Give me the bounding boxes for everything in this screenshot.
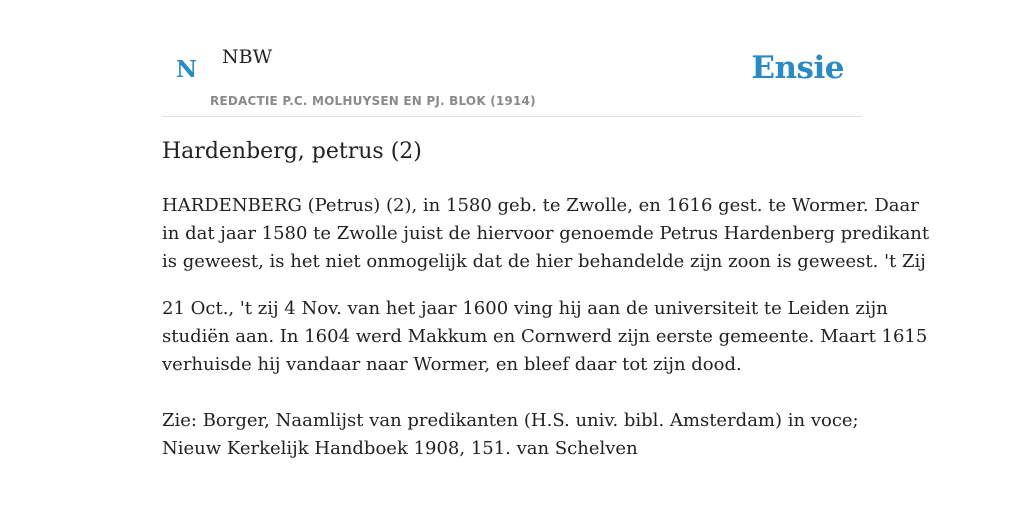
- reference-line: Zie: Borger, Naamlijst van predikanten (H.S. univ. bibl. Amsterdam) in voce;: [162, 410, 859, 431]
- paragraph-line: studiën aan. In 1604 werd Makkum en Cornwerd zijn eerste gemeente. Maart 1615: [162, 326, 928, 347]
- source-logo[interactable]: N: [176, 56, 198, 83]
- paragraph-line: in dat jaar 1580 te Zwolle juist de hiervoor genoemde Petrus Hardenberg predikant: [162, 223, 930, 244]
- article-title: Hardenberg, petrus (2): [162, 139, 422, 164]
- article-paragraph: [162, 295, 928, 379]
- reference-line: Nieuw Kerkelijk Handboek 1908, 151. van Schelven: [162, 438, 638, 459]
- source-subtitle: REDACTIE P.C. MOLHUYSEN EN PJ. BLOK (1914): [210, 94, 536, 108]
- paragraph-line: 21 Oct., 't zij 4 Nov. van het jaar 1600 ving hij aan de universiteit te Leiden zijn: [162, 298, 888, 319]
- brand-logo[interactable]: Ensie: [751, 50, 844, 86]
- paragraph-line: HARDENBERG (Petrus) (2), in 1580 geb. te Zwolle, en 1616 gest. te Wormer. Daar: [162, 195, 919, 216]
- source-name[interactable]: NBW: [222, 46, 273, 68]
- source-header: [162, 0, 862, 117]
- article-references: [162, 407, 872, 463]
- paragraph-line: is geweest, is het niet onmogelijk dat de hier behandelde zijn zoon is geweest. 't Zij: [162, 251, 926, 272]
- article-paragraph: [162, 192, 930, 276]
- paragraph-line: verhuisde hij vandaar naar Wormer, en bleef daar tot zijn dood.: [162, 354, 742, 375]
